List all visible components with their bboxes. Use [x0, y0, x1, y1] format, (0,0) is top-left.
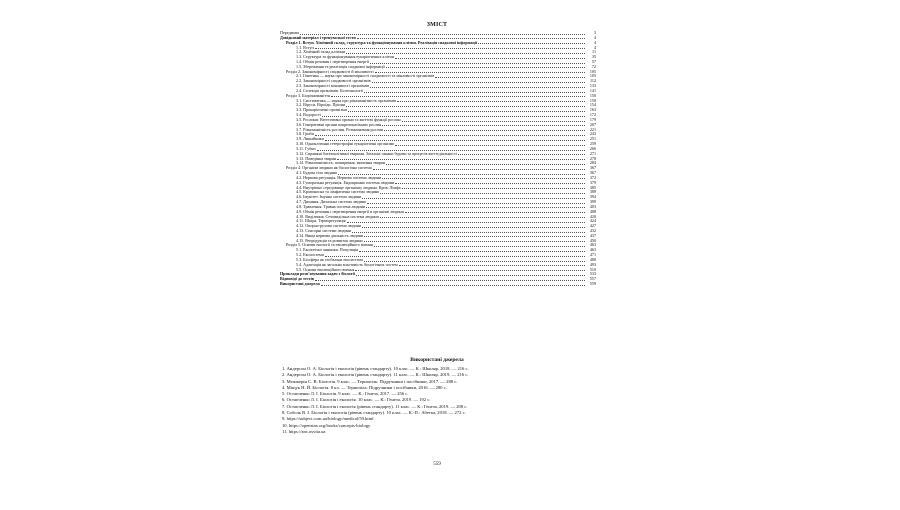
source-item: 8. Соболь В. І. Біологія і екологія (рівень стандарту). 10 клас. — К.-П.: Абетка, 2018. — 272 с. — [282, 410, 466, 416]
toc-leader-dots — [384, 130, 585, 131]
toc-entry-title: 3.7. Різноманітність рослин. Розмноження рослин — [296, 127, 383, 132]
toc-entry-page: 408 — [589, 208, 596, 214]
toc-entry-page: 150 — [589, 92, 596, 98]
toc-entry-page: 3 — [593, 30, 596, 36]
toc-entry-title: 3.2. Віруси. Віроїди. Пріони — [296, 103, 346, 108]
toc-entry-title: 2.1. Генетика — наука про закономірності спадковості та мінливості організмів — [296, 74, 435, 79]
toc-leader-dots — [382, 178, 585, 179]
toc-entry-title: 4.5. Кровоносна та лімфатична система людини — [296, 190, 380, 195]
toc-entry-title: 3.13. Поведінка тварин — [296, 156, 336, 161]
toc-entry-title: 3.6. Генеративні органи покритонасінних рослин — [296, 122, 382, 127]
toc-entry-page: 243 — [589, 131, 596, 137]
toc-leader-dots — [386, 67, 585, 68]
toc-entry-title: 4.15. Репродукція та розвиток людини — [296, 238, 363, 243]
toc-entry-page: 471 — [589, 252, 596, 258]
toc-entry-title: 5.3. Біосфера як глобальна екосистема — [296, 257, 363, 262]
toc-entry-page: 163 — [589, 107, 596, 113]
toc-entry-title: Відповіді до тестів — [280, 277, 315, 282]
toc-leader-dots — [373, 169, 585, 170]
toc-leader-dots — [362, 198, 585, 199]
toc-entry-title: 2.4. Селекція організмів. Біотехнології — [296, 88, 364, 93]
toc-entry-page: 424 — [589, 218, 596, 224]
toc-leader-dots — [346, 53, 585, 54]
toc-leader-dots — [325, 140, 585, 141]
toc-leader-dots — [399, 265, 585, 266]
toc-entry-title: 4.3. Гуморальна регуляція. Ендокринна система людини — [296, 180, 395, 185]
page-number: 559 — [433, 462, 441, 467]
toc-leader-dots — [357, 38, 585, 39]
toc-entry-title: 3.8. Гриби — [296, 132, 314, 137]
toc-entry-title: Розділ 2. Закономірності спадковості й мінливості — [286, 69, 374, 74]
toc-leader-dots — [402, 188, 585, 189]
toc-entry-page: 437 — [589, 232, 596, 238]
toc-entry-title: 4.8. Травлення. Травна система людини — [296, 204, 365, 209]
toc-entry-page: 105 — [589, 68, 596, 74]
toc-entry-page: 35 — [591, 54, 596, 60]
toc-leader-dots — [380, 193, 585, 194]
toc-leader-dots — [478, 43, 585, 44]
toc-entry-title: 1.5. Збереження та реалізація спадкової інформації — [296, 64, 385, 69]
toc-entry-page: 4 — [593, 44, 596, 50]
toc-entry-page: 4 — [593, 39, 596, 45]
source-item: 6. Остапченко Л. І. Біологія і екологія. 10 клас. — К.: Генеза, 2019. — 192 с. — [282, 397, 431, 403]
toc-leader-dots — [382, 125, 585, 126]
toc-leader-dots — [347, 222, 585, 223]
toc-entry-title: 5.5. Основи еволюційного вчення — [296, 267, 355, 272]
toc-leader-dots — [402, 121, 585, 122]
toc-entry-page: 179 — [589, 116, 596, 122]
toc-leader-dots — [348, 111, 585, 112]
toc-entry-title: 3.11. Губки — [296, 146, 316, 151]
toc-leader-dots — [372, 82, 585, 83]
toc-entry-page: 105 — [589, 73, 596, 79]
toc-entry-title: 4.4. Внутрішнє середовище організму людини. Кров. Лімфа — [296, 185, 401, 190]
toc-leader-dots — [337, 159, 585, 160]
toc-leader-dots — [362, 227, 585, 228]
toc-entry-page: 284 — [589, 160, 596, 166]
toc-leader-dots — [380, 217, 585, 218]
toc-entry-page: 207 — [589, 121, 596, 127]
toc-entry-title: Передмова — [280, 31, 299, 36]
toc-entry-page: 11 — [592, 49, 596, 55]
sources-list — [282, 366, 596, 435]
toc-leader-dots — [346, 106, 585, 107]
toc-leader-dots — [397, 101, 585, 102]
toc-leader-dots — [405, 212, 585, 213]
toc-entry-page: 141 — [589, 87, 596, 93]
toc-entry-page: 450 — [589, 237, 596, 243]
toc-entry-page: 271 — [589, 150, 596, 156]
toc-entry-page: 72 — [591, 63, 596, 69]
toc-entry-title: 1.4. Обмін речовин і перетворення енергії — [296, 60, 370, 64]
toc-entry-title: Приклади розв’язування задач з біології — [280, 272, 355, 277]
toc-leader-dots — [315, 135, 585, 136]
document-page — [272, 18, 602, 488]
toc-entry-page: 394 — [589, 194, 596, 200]
toc-entry-page: 57 — [591, 59, 596, 64]
toc-entry-title: Довідковий матеріал і тренувальні тести — [280, 35, 356, 40]
toc-leader-dots — [315, 280, 585, 281]
toc-entry-title: 1.3. Структура та функціонування еукаріотичних клітин — [296, 55, 394, 60]
toc-entry-page: 432 — [589, 227, 596, 233]
toc-entry-page: 133 — [589, 83, 596, 89]
toc-leader-dots — [300, 34, 585, 35]
toc-leader-dots — [370, 87, 585, 88]
toc-entry — [280, 282, 596, 287]
source-item: 3. Межжерін С. В. Біологія. 9 клас. — Тернопіль: Підручники і посібники, 2017. — 288 с. — [282, 378, 458, 384]
toc-entry-title: 3.10. Одноклітинні гетеротрофні еукаріотичні організми — [296, 142, 395, 147]
toc-leader-dots — [395, 183, 585, 184]
toc-entry-title: 4.6. Імунітет. Імунна система людини — [296, 195, 362, 200]
toc-entry-page: 389 — [589, 189, 596, 195]
toc-entry-page: 385 — [589, 184, 596, 190]
toc-entry-title: 4.14. Вища нервова діяльність людини — [296, 233, 364, 238]
toc-entry-page: 221 — [589, 126, 596, 132]
toc-leader-dots — [366, 207, 585, 208]
toc-entry-title: 4.12. Опорно-рухова система людини — [296, 224, 362, 229]
contents-title: ЗМІСТ — [426, 22, 448, 28]
toc-leader-dots — [367, 203, 585, 204]
toc-leader-dots — [322, 116, 585, 117]
toc-entry-page: 172 — [589, 112, 596, 118]
toc-entry-page: 399 — [589, 199, 596, 205]
toc-leader-dots — [317, 150, 585, 151]
toc-leader-dots — [364, 92, 585, 93]
toc-leader-dots — [356, 275, 585, 276]
toc-entry-page: 266 — [589, 145, 596, 151]
toc-leader-dots — [352, 232, 585, 233]
toc-leader-dots — [321, 285, 585, 286]
toc-entry-page: 259 — [589, 141, 596, 147]
source-item: 5. Остапченко Л. І. Біологія. 9 клас. — К.: Генеза, 2017. — 256 с. — [282, 391, 409, 397]
toc-leader-dots — [435, 77, 585, 78]
toc-entry-page: 463 — [589, 242, 596, 248]
toc-leader-dots — [315, 48, 585, 49]
toc-entry-page: 403 — [589, 203, 596, 209]
toc-entry-title: 2.2. Закономірності спадковості організмів — [296, 79, 371, 84]
toc-entry-page: 278 — [589, 155, 596, 161]
toc-entry-title: 3.1. Систематика — наука про різноманітність організмів — [296, 98, 396, 103]
toc-entry-title: 4.11. Шкіра. Терморегуляція — [296, 219, 346, 224]
toc-entry-title: Розділ 4. Організм людини як біологічна система — [286, 166, 372, 171]
toc-entry-page: 154 — [589, 102, 596, 108]
source-item: 7. Остапченко Л. І. Біологія і екологія (рівень стандарту). 11 клас. — К.: Генеза, 2019. — 208 с. — [282, 403, 468, 409]
toc-entry-title: 3.12. Справжні багатоклітинні тварини. Загальні ознаки будови та процесів життєдіяльності — [296, 151, 457, 156]
toc-leader-dots — [364, 261, 585, 262]
toc-leader-dots — [364, 241, 585, 242]
table-of-contents — [280, 31, 596, 287]
toc-entry-title: 4.13. Сенсорні системи людини — [296, 228, 352, 233]
toc-entry-title: 5.1. Екологічні чинники. Популяція — [296, 248, 359, 253]
toc-leader-dots — [338, 174, 585, 175]
toc-leader-dots — [375, 72, 585, 73]
toc-entry-page: 510 — [589, 266, 596, 272]
toc-entry-page: 427 — [589, 223, 596, 229]
toc-entry-title: 1.1. Вступ — [296, 45, 314, 50]
toc-entry-title: 3.5. Рослини. Вегетативні органи та життєві функції рослин — [296, 117, 401, 122]
toc-leader-dots — [395, 58, 585, 59]
toc-entry-title: 4.1. Будова тіла людини — [296, 171, 338, 176]
source-item: 2. Андерсон О. А. Біологія і екологія (рівень стандарту). 11 клас. — К.: Школяр, 2019. — 216 с. — [282, 372, 469, 378]
toc-leader-dots — [395, 145, 585, 146]
toc-entry-title: 4.2. Нервова регуляція. Нервова система людини — [296, 175, 382, 180]
toc-leader-dots — [458, 154, 585, 155]
toc-entry-page: 379 — [589, 179, 596, 185]
toc-leader-dots — [386, 164, 585, 165]
toc-entry-title: 3.4. Водорості — [296, 113, 321, 118]
toc-entry-page: 533 — [589, 271, 596, 277]
toc-entry-title: 4.7. Дихання. Дихальна система людини — [296, 200, 367, 205]
source-item: 4. Міщук Н. Й. Біологія. 8 кл. — Тернопіль: Підручники і посібники, 2016. — 280 с. — [282, 384, 447, 390]
source-item: 1. Андерсон О. А. Біологія і екологія (рівень стандарту). 10 клас. — К.: Школяр, 2018. — 216 с. — [282, 366, 469, 371]
toc-entry-page: 367 — [589, 165, 596, 171]
toc-leader-dots — [355, 270, 585, 271]
toc-entry-title: 2.3. Закономірності мінливості організмів — [296, 84, 370, 89]
toc-leader-dots — [370, 63, 585, 64]
toc-entry-page: 480 — [589, 256, 596, 262]
toc-entry-page: 4 — [593, 34, 596, 40]
toc-leader-dots — [359, 251, 585, 252]
toc-entry-page: 559 — [589, 281, 596, 287]
toc-entry-title: 3.9. Лишайники — [296, 137, 324, 142]
toc-entry-title: 1.2. Хімічний склад клітини — [296, 50, 345, 55]
toc-entry-page: 367 — [589, 170, 596, 176]
toc-entry-title: 4.10. Виділення. Сечовидільна система людини — [296, 214, 379, 219]
toc-entry-page: 112 — [590, 78, 596, 84]
source-item: 10. https://openstax.org/books/concepts-biology — [282, 422, 371, 428]
toc-entry-page: 493 — [589, 261, 596, 267]
toc-leader-dots — [364, 236, 585, 237]
toc-entry-page: 463 — [589, 247, 596, 253]
toc-leader-dots — [374, 246, 585, 247]
toc-entry-page: 557 — [589, 276, 596, 282]
source-item: 11. https://znc.osvita.ua — [282, 428, 326, 434]
toc-entry-page: 251 — [589, 136, 596, 142]
toc-entry-title: 5.2. Екосистеми — [296, 253, 324, 258]
toc-entry-title: 5.4. Адаптація як загальна властивість біологічних систем — [296, 262, 398, 267]
toc-entry-title: 3.14. Різноманітність, поширення, значення тварин — [296, 161, 386, 166]
sources-title: Використані джерела — [410, 357, 464, 363]
toc-entry-title: Розділ 3. Біорізноманіття — [286, 93, 330, 98]
toc-entry-title: 4.9. Обмін речовин і перетворення енергії в організмі людини — [296, 209, 404, 214]
toc-leader-dots — [325, 256, 585, 257]
toc-leader-dots — [331, 96, 585, 97]
toc-entry-title: Використані джерела — [280, 282, 320, 287]
toc-entry-title: Розділ 1. Вступ. Хімічний склад, структура та функціонування клітин. Реалізація спадкової інформації — [286, 40, 478, 45]
toc-entry-title: Розділ 5. Основи екології та еволюційного вчення — [286, 243, 373, 248]
toc-entry-page: 420 — [589, 213, 596, 219]
toc-entry-title: 3.3. Прокаріотичні організми — [296, 108, 347, 113]
toc-entry-page: 150 — [589, 97, 596, 103]
source-item: 9. https://subject.com.ua/biology/medical/59.html — [282, 416, 374, 422]
toc-entry-page: 372 — [589, 174, 596, 180]
